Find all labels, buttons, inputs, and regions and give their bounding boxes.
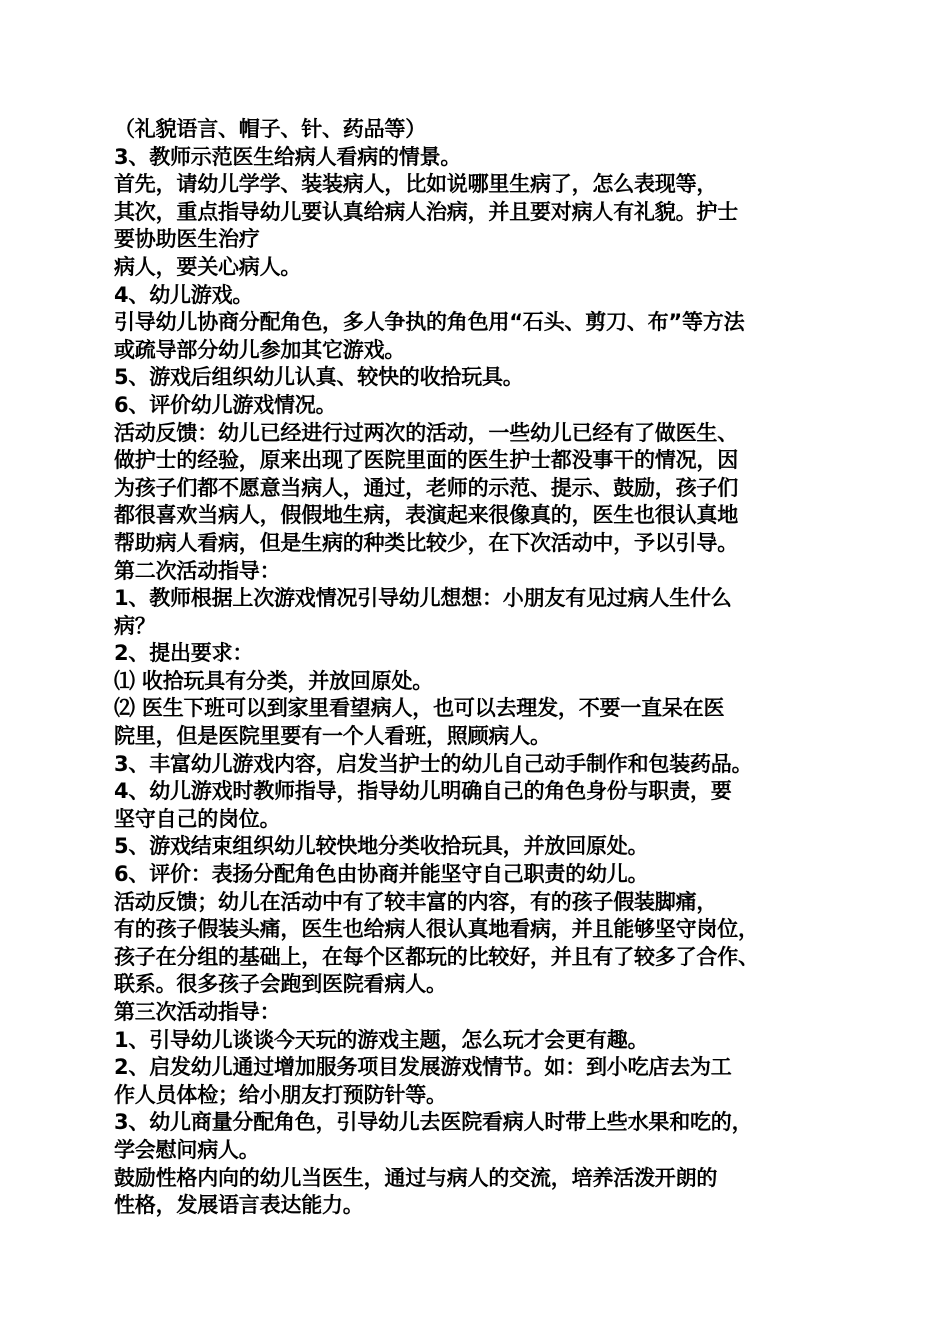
text-line: 6、评价幼儿游戏情况。 xyxy=(114,392,337,417)
text-line: 第三次活动指导： xyxy=(114,1000,281,1024)
text-line: 或疏导部分幼儿参加其它游戏。 xyxy=(114,337,406,362)
text-line: 联系。很多孩子会跑到医院看病人。 xyxy=(114,972,447,997)
text-line: 引导幼儿协商分配角色，多人争执的角色用“石头、剪刀、布”等方法 xyxy=(114,310,745,335)
text-line: 性格，发展语言表达能力。 xyxy=(114,1193,364,1218)
text-line: 1、教师根据上次游戏情况引导幼儿想想：小朋友有见过病人生什么 xyxy=(114,586,732,611)
text-line: 做护士的经验，原来出现了医院里面的医生护士都没事干的情况，因 xyxy=(114,448,738,473)
text-line: 作人员体检；给小朋友打预防针等。 xyxy=(114,1082,447,1107)
text-line: 为孩子们都不愿意当病人，通过，老师的示范、提示、鼓励，孩子们 xyxy=(114,475,738,500)
text-line: 学会慰问病人。 xyxy=(114,1137,260,1162)
text-line: 2、启发幼儿通过增加服务项目发展游戏情节。如：到小吃店去为工 xyxy=(114,1055,732,1080)
text-line: 病人，要关心病人。 xyxy=(114,254,302,279)
text-line: 帮助病人看病，但是生病的种类比较少，在下次活动中，予以引导。 xyxy=(114,530,738,555)
text-line: 坚守自己的岗位。 xyxy=(114,806,281,831)
text-line: 都很喜欢当病人，假假地生病，表演起来很像真的，医生也很认真地 xyxy=(114,503,738,528)
text-line: 5、游戏后组织幼儿认真、较快的收拾玩具。 xyxy=(114,365,524,390)
text-line: ⑴ 收拾玩具有分类，并放回原处。 xyxy=(114,668,434,693)
text-line: ⑵ 医生下班可以到家里看望病人，也可以去理发，不要一直呆在医 xyxy=(114,696,725,721)
text-line: 3、幼儿商量分配角色，引导幼儿去医院看病人时带上些水果和吃的， xyxy=(114,1110,753,1135)
text-line: 4、幼儿游戏时教师指导，指导幼儿明确自己的角色身份与职责，要 xyxy=(114,779,732,804)
text-line: 1、引导幼儿谈谈今天玩的游戏主题，怎么玩才会更有趣。 xyxy=(114,1027,649,1052)
text-line: 要协助医生治疗 xyxy=(114,227,260,252)
text-line: 第二次活动指导： xyxy=(114,558,281,583)
text-line: 6、评价：表扬分配角色由协商并能坚守自己职责的幼儿。 xyxy=(114,862,649,887)
text-line: 2、提出要求： xyxy=(114,641,254,666)
text-line: （礼貌语言、帽子、针、药品等） xyxy=(114,117,426,141)
text-line: 5、游戏结束组织幼儿较快地分类收拾玩具，并放回原处。 xyxy=(114,834,649,859)
text-line: 4、幼儿游戏。 xyxy=(114,282,254,307)
text-line: 有的孩子假装头痛，医生也给病人很认真地看病，并且能够坚守岗位， xyxy=(114,917,759,942)
text-line: 孩子在分组的基础上，在每个区都玩的比较好，并且有了较多了合作、 xyxy=(114,944,759,969)
text-line: 其次，重点指导幼儿要认真给病人治病，并且要对病人有礼貌。护士 xyxy=(114,199,738,224)
document-page xyxy=(114,116,850,1220)
text-line: 活动反馈；幼儿在活动中有了较丰富的内容，有的孩子假装脚痛， xyxy=(114,889,718,914)
text-line: 院里，但是医院里要有一个人看班，照顾病人。 xyxy=(114,724,551,749)
text-line: 3、丰富幼儿游戏内容，启发当护士的幼儿自己动手制作和包装药品。 xyxy=(114,751,753,776)
text-line: 病？ xyxy=(114,613,156,638)
text-line: 活动反馈：幼儿已经进行过两次的活动，一些幼儿已经有了做医生、 xyxy=(114,420,738,445)
text-line: 首先，请幼儿学学、装装病人，比如说哪里生病了，怎么表现等， xyxy=(114,172,718,197)
text-line: 3、教师示范医生给病人看病的情景。 xyxy=(114,144,462,169)
text-line: 鼓励性格内向的幼儿当医生，通过与病人的交流，培养活泼开朗的 xyxy=(114,1165,718,1190)
